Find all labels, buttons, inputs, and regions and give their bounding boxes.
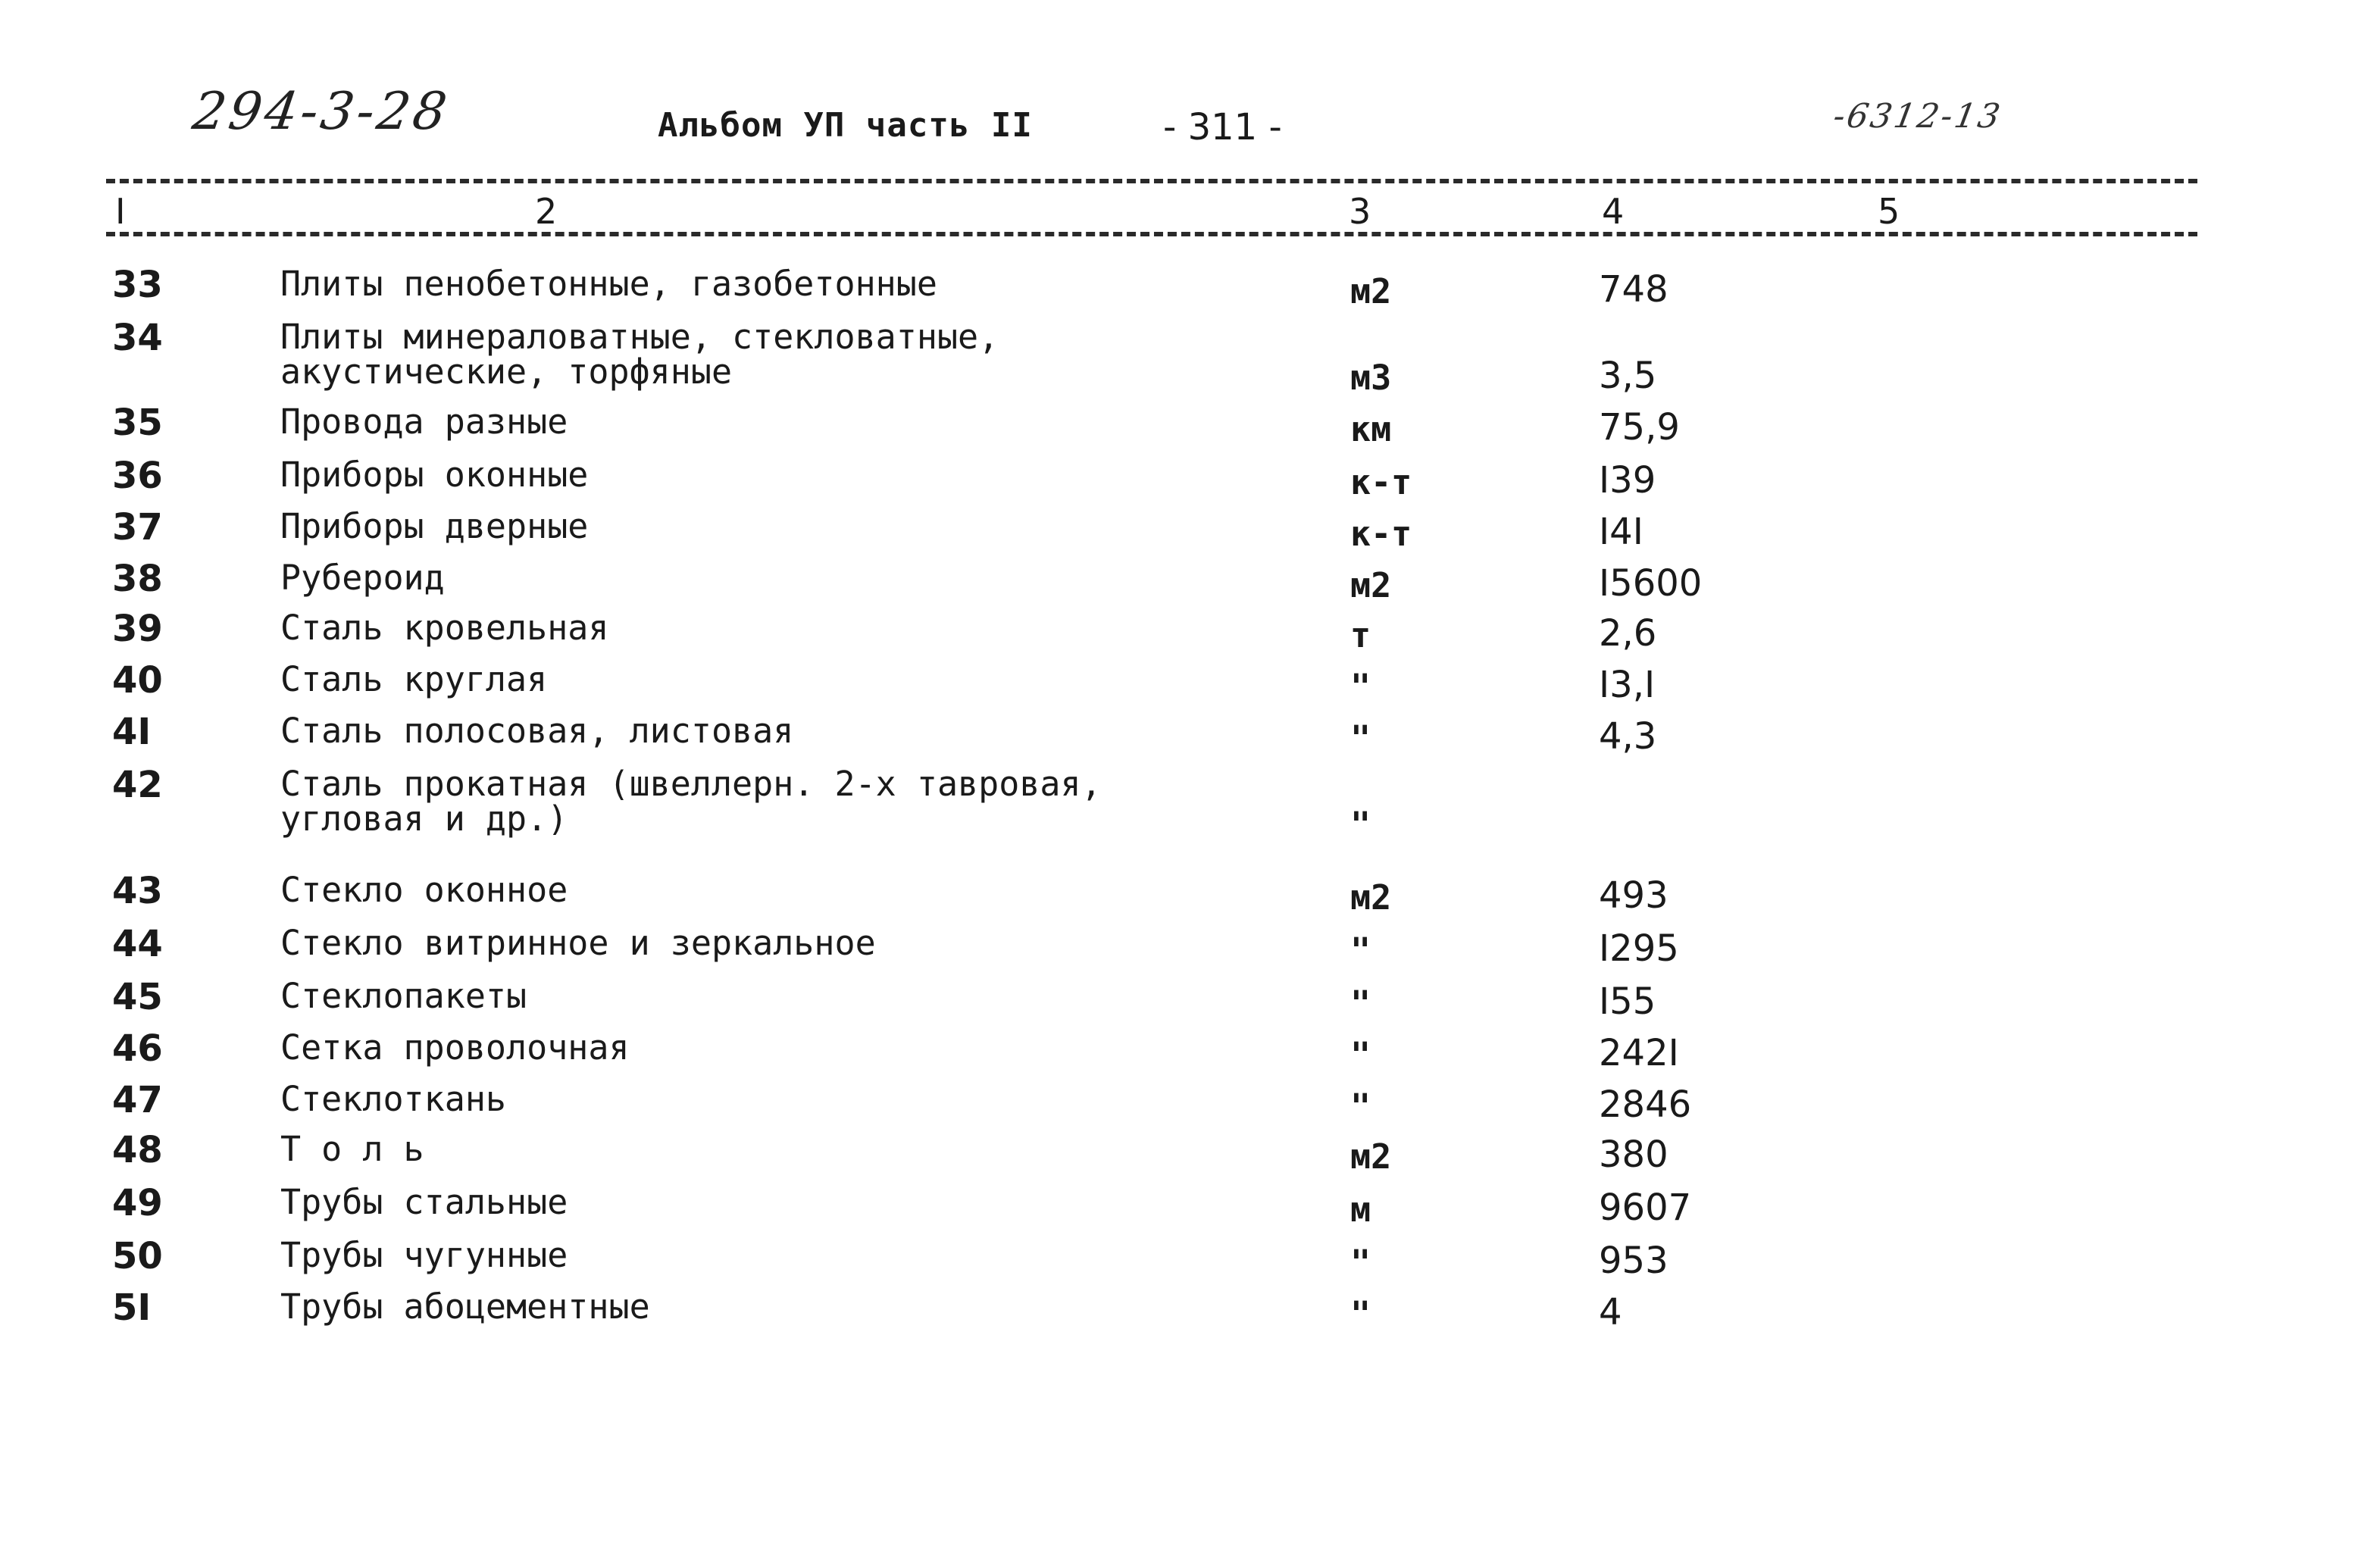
handwritten-mark: -6312-13 [1830, 97, 2006, 136]
column-header-4: 4 [1599, 191, 1627, 232]
unit-of-measure: " [1350, 1294, 1371, 1334]
quantity: 3,5 [1599, 355, 1657, 397]
quantity: 493 [1599, 874, 1669, 917]
row-number: 34 [112, 317, 163, 359]
row-number: 5I [112, 1287, 152, 1329]
row-number: 46 [112, 1027, 163, 1070]
row-number: 39 [112, 608, 163, 650]
column-header-5: 5 [1875, 191, 1903, 232]
unit-of-measure: " [1350, 930, 1371, 971]
material-name: Сталь кровельная [280, 608, 609, 648]
material-name: Провода разные [280, 402, 568, 442]
material-name: Стеклопакеты [280, 976, 527, 1016]
row-number: 35 [112, 402, 163, 444]
unit-of-measure: т [1350, 615, 1371, 655]
material-name: Сталь круглая [280, 659, 548, 699]
unit-of-measure: м2 [1350, 271, 1392, 311]
row-number: 49 [112, 1182, 163, 1224]
material-name: Трубы чугунные [280, 1235, 568, 1275]
unit-of-measure: к-т [1350, 514, 1412, 554]
unit-of-measure: " [1350, 1243, 1371, 1283]
document-code: 294-3-28 [189, 82, 454, 142]
material-name: Плиты минераловатные, стекловатные, акустические, торфяные [280, 317, 999, 392]
quantity: I4I [1599, 511, 1643, 553]
row-number: 45 [112, 976, 163, 1018]
material-name: Т о л ь [280, 1129, 424, 1169]
material-name: Сетка проволочная [280, 1027, 630, 1068]
unit-of-measure: " [1350, 983, 1371, 1024]
column-header-3: 3 [1346, 191, 1374, 232]
unit-of-measure: " [1350, 1086, 1371, 1127]
material-name: Стеклоткань [280, 1079, 507, 1119]
material-name: Сталь прокатная (швеллерн. 2-х тавровая, угловая и др.) [280, 764, 1102, 839]
row-number: 4I [112, 711, 152, 753]
unit-of-measure: " [1350, 805, 1371, 845]
unit-of-measure: к-т [1350, 462, 1412, 502]
unit-of-measure: м2 [1350, 565, 1392, 605]
quantity: I295 [1599, 927, 1679, 970]
row-number: 38 [112, 558, 163, 600]
row-number: 40 [112, 659, 163, 702]
row-number: 50 [112, 1235, 163, 1277]
quantity: 2846 [1599, 1083, 1692, 1126]
material-name: Плиты пенобетонные, газобетонные [280, 264, 937, 304]
quantity: 4,3 [1599, 715, 1657, 758]
quantity: I3,I [1599, 664, 1656, 706]
material-name: Приборы дверные [280, 506, 589, 546]
quantity: 2,6 [1599, 612, 1657, 655]
unit-of-measure: " [1350, 1035, 1371, 1075]
row-number: 43 [112, 870, 163, 912]
column-header-1: I [112, 191, 129, 232]
material-name: Трубы стальные [280, 1182, 568, 1222]
quantity: 75,9 [1599, 406, 1680, 449]
quantity: 953 [1599, 1240, 1669, 1282]
quantity: I39 [1599, 459, 1656, 502]
page-number: - 311 - [1163, 106, 1282, 149]
row-number: 37 [112, 506, 163, 549]
unit-of-measure: " [1350, 667, 1371, 707]
quantity: 748 [1599, 268, 1669, 311]
unit-of-measure: м [1350, 1190, 1371, 1230]
row-number: 42 [112, 764, 163, 806]
material-name: Приборы оконные [280, 455, 589, 495]
row-number: 47 [112, 1079, 163, 1121]
unit-of-measure: м2 [1350, 1136, 1392, 1177]
material-name: Стекло витринное и зеркальное [280, 923, 876, 963]
material-name: Трубы абоцементные [280, 1287, 650, 1327]
row-number: 36 [112, 455, 163, 497]
unit-of-measure: км [1350, 409, 1392, 449]
quantity: 242I [1599, 1032, 1679, 1074]
material-name: Стекло оконное [280, 870, 568, 910]
quantity: 4 [1599, 1291, 1622, 1333]
column-header-2: 2 [532, 191, 560, 232]
row-number: 33 [112, 264, 163, 306]
material-name: Рубероид [280, 558, 445, 598]
unit-of-measure: м2 [1350, 877, 1392, 918]
unit-of-measure: м3 [1350, 358, 1392, 398]
album-title: Альбом УП часть II [658, 106, 1033, 145]
quantity: 9607 [1599, 1187, 1692, 1229]
row-number: 48 [112, 1129, 163, 1171]
unit-of-measure: " [1350, 718, 1371, 758]
quantity: 380 [1599, 1133, 1669, 1176]
row-number: 44 [112, 923, 163, 965]
quantity: I55 [1599, 980, 1656, 1023]
quantity: I5600 [1599, 562, 1703, 605]
material-name: Сталь полосовая, листовая [280, 711, 794, 751]
